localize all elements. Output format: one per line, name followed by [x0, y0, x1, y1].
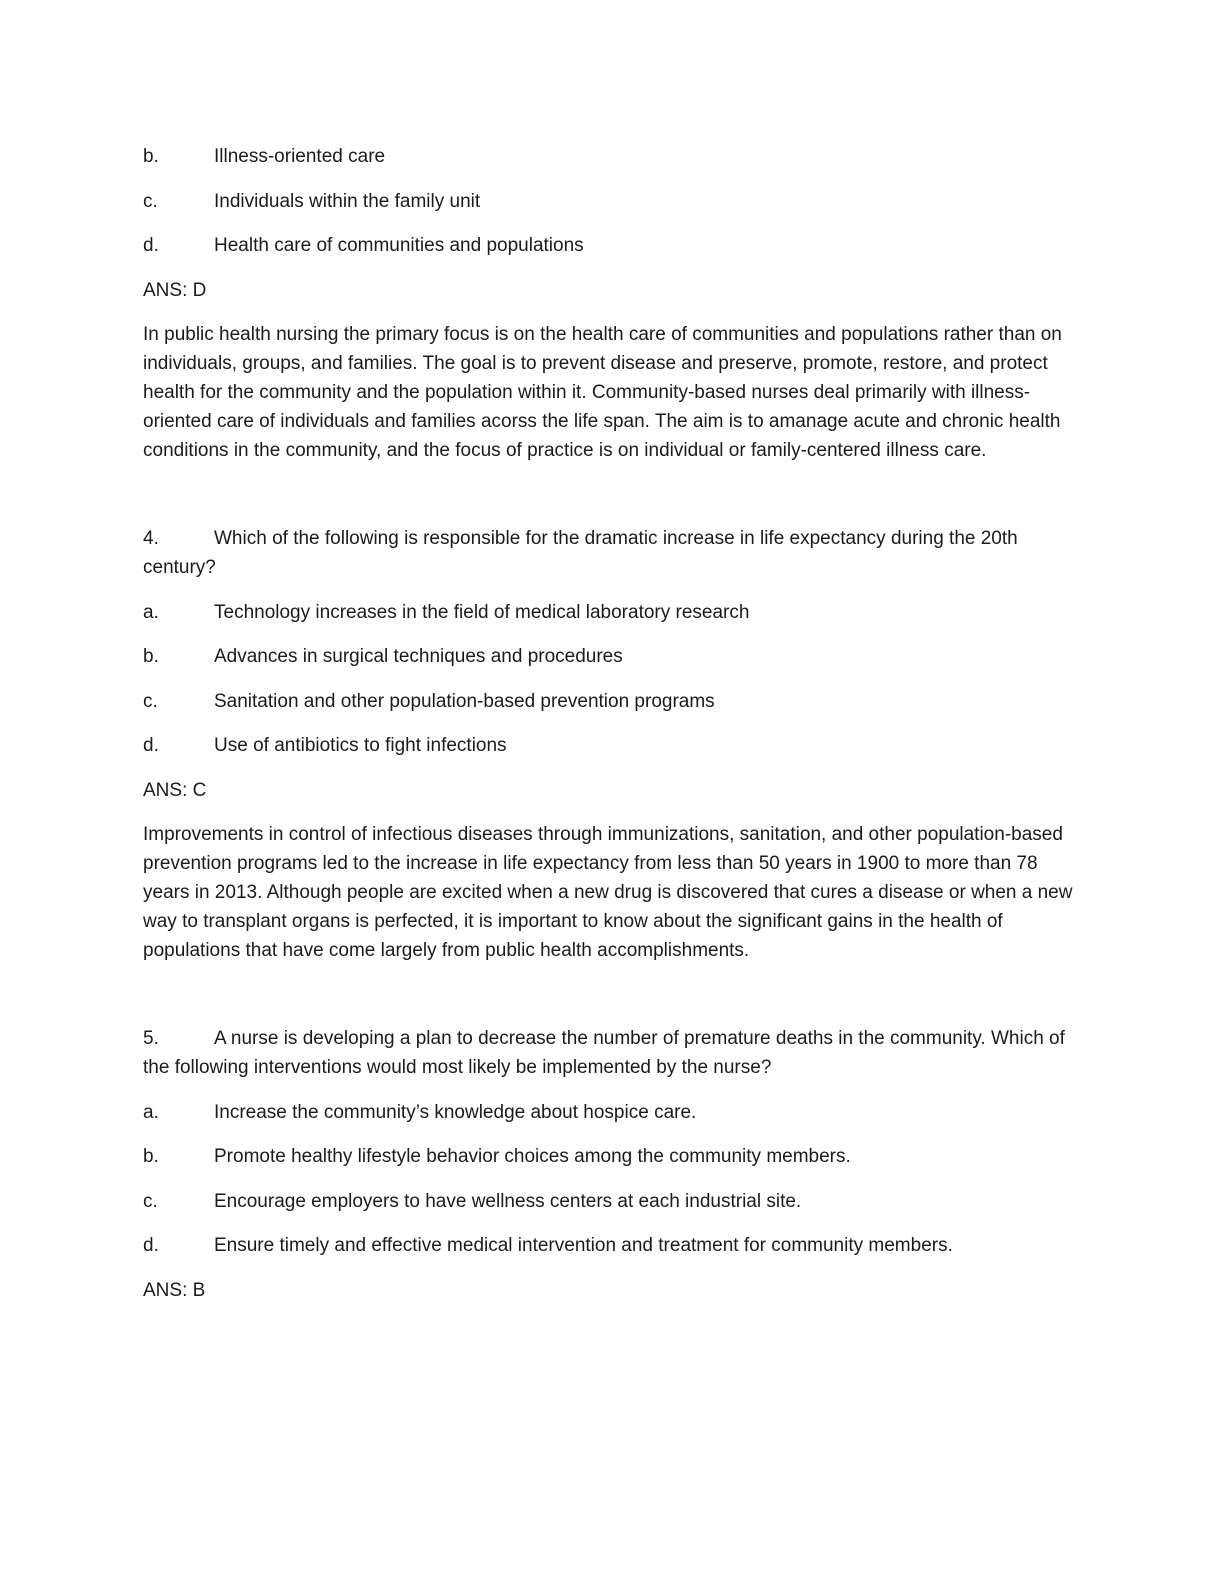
- question-text: Which of the following is responsible for the dramatic increase in life expectancy during the 20th century?: [143, 528, 1018, 578]
- option-text: Ensure timely and effective medical intervention and treatment for community members.: [214, 1235, 953, 1256]
- option-text: Promote healthy lifestyle behavior choices among the community members.: [214, 1146, 851, 1167]
- option-letter: d.: [143, 235, 159, 256]
- option-text: Use of antibiotics to fight infections: [214, 735, 507, 756]
- question-number: 4.: [143, 528, 159, 549]
- answer-key: ANS: C: [143, 779, 207, 801]
- option-letter: d.: [143, 1235, 159, 1256]
- option-a: [143, 1098, 1078, 1127]
- answer-key: ANS: B: [143, 1279, 206, 1301]
- option-letter: a.: [143, 601, 159, 623]
- option-text: Technology increases in the field of medical laboratory research: [214, 601, 750, 623]
- option-b: [143, 142, 1078, 171]
- rationale-paragraph: Improvements in control of infectious diseases through immunizations, sanitation, and other population-based prevention programs led to the increase in life expectancy from less than 50 years in 1900 to more than 78 years in 2013. Although people are excited when a new drug is discovered that cures a disease or when a new way to transplant organs is perfected, it is important to know about the significant gains in the health of populations that have come largely from public health accomplishments.: [143, 824, 1073, 961]
- option-letter: b.: [143, 646, 159, 667]
- answer-key: ANS: D: [143, 279, 207, 301]
- option-text: Individuals within the family unit: [214, 190, 481, 212]
- option-d: [143, 1231, 1078, 1260]
- page-content: [143, 142, 1078, 1320]
- option-text: Encourage employers to have wellness centers at each industrial site.: [214, 1190, 802, 1212]
- option-letter: c.: [143, 690, 158, 712]
- option-text: Illness-oriented care: [214, 146, 386, 167]
- option-c: [143, 687, 1078, 716]
- option-letter: c.: [143, 1190, 158, 1212]
- question-4-stem: [143, 524, 1078, 582]
- option-a: [143, 598, 1078, 627]
- option-d: [143, 731, 1078, 760]
- question-text: A nurse is developing a plan to decrease the number of premature deaths in the community. Which of the following interventions would most likely be implemented by the nurse?: [143, 1028, 1065, 1078]
- option-d: [143, 231, 1078, 260]
- question-number: 5.: [143, 1028, 159, 1049]
- option-letter: d.: [143, 735, 159, 756]
- option-c: [143, 1187, 1078, 1216]
- rationale-paragraph: In public health nursing the primary focus is on the health care of communities and populations rather than on individuals, groups, and families. The goal is to prevent disease and preserve, promote, restore, and protect health for the community and the population within it. Community-based nurses deal primarily with illness-oriented care of individuals and families acorss the life span. The aim is to amanage acute and chronic health conditions in the community, and the focus of practice is on individual or family-centered illness care.: [143, 324, 1062, 461]
- section-spacer: [143, 965, 1078, 1024]
- option-text: Increase the community’s knowledge about hospice care.: [214, 1101, 697, 1123]
- section-spacer: [143, 465, 1078, 524]
- option-c: [143, 187, 1078, 216]
- option-b: [143, 642, 1078, 671]
- option-letter: b.: [143, 146, 159, 167]
- option-text: Advances in surgical techniques and procedures: [214, 646, 623, 667]
- option-letter: b.: [143, 1146, 159, 1167]
- option-text: Health care of communities and populations: [214, 235, 584, 256]
- option-b: [143, 1142, 1078, 1171]
- option-text: Sanitation and other population-based prevention programs: [214, 690, 715, 712]
- question-5-stem: [143, 1024, 1078, 1082]
- option-letter: a.: [143, 1101, 159, 1123]
- option-letter: c.: [143, 190, 158, 212]
